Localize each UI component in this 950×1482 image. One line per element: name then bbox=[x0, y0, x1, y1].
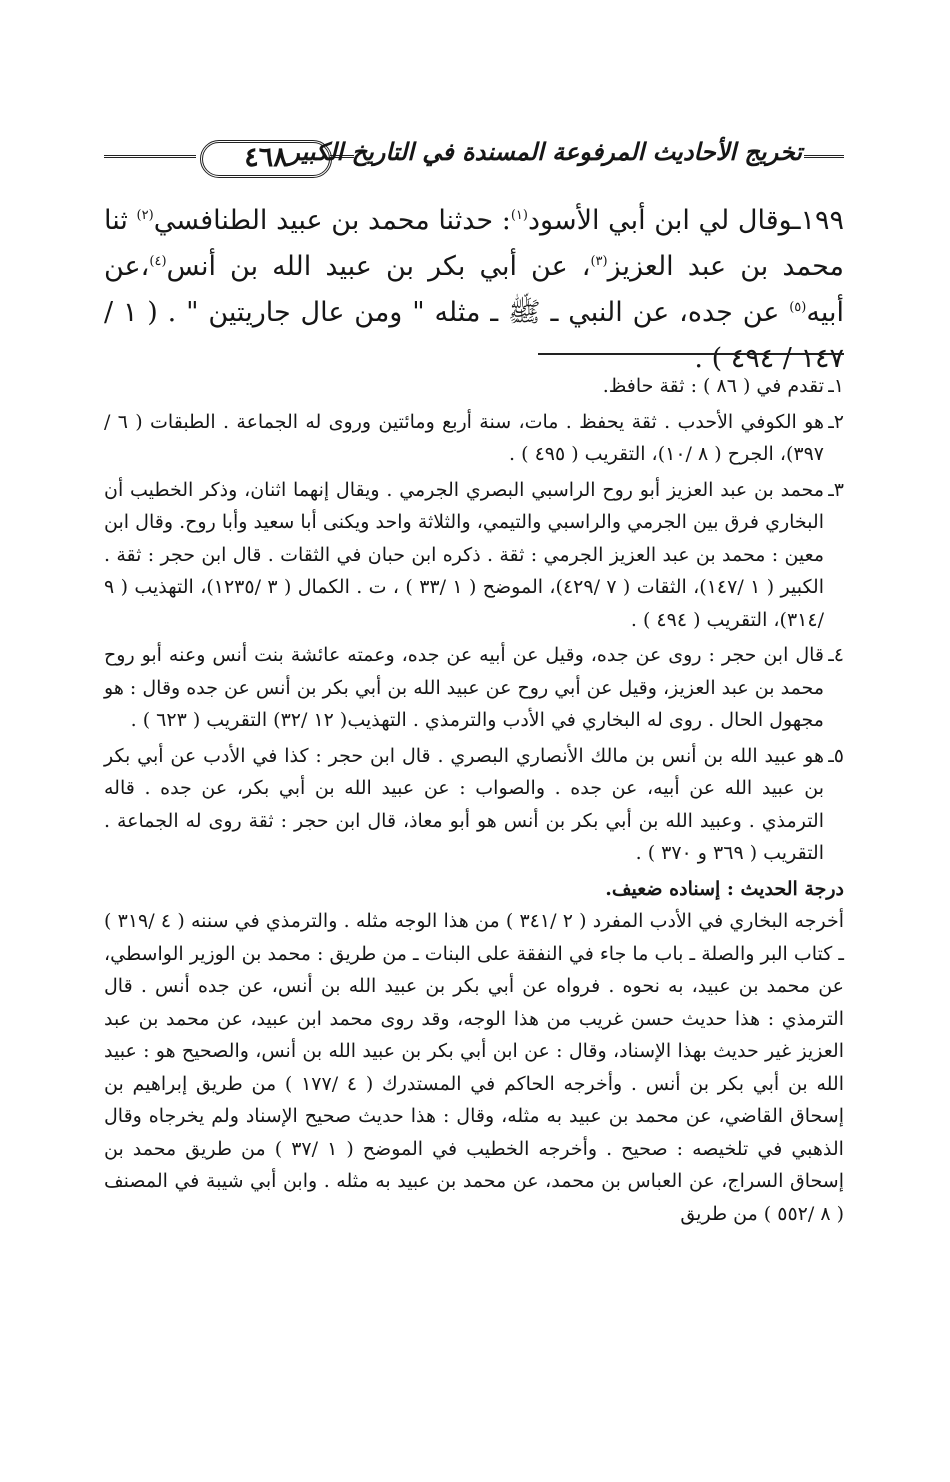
footnote-ref: (٥) bbox=[789, 300, 807, 315]
footnote-text: تقدم في ( ٨٦ ) : ثقة حافظ. bbox=[602, 375, 824, 397]
footnote-number: ٢ـ bbox=[828, 410, 844, 433]
page-header bbox=[104, 136, 844, 180]
footnote-number: ٣ـ bbox=[828, 478, 844, 501]
footnote-number: ٤ـ bbox=[828, 644, 844, 666]
footnote-separator bbox=[538, 353, 844, 355]
hadith-segment: ، عن أبي بكر بن عبيد الله بن أنس bbox=[166, 251, 591, 282]
running-title: تخريج الأحاديث المرفوعة المسندة في التاريخ الكبير bbox=[288, 137, 802, 166]
footnotes bbox=[104, 370, 844, 1230]
footnote bbox=[104, 740, 844, 870]
footnote-ref: (٤) bbox=[149, 254, 167, 269]
footnote-text: قال ابن حجر : روى عن جده، وقيل عن أبيه عن جده، وعمته عائشة بنت أنس وعنه أبو روح محمد بن عبد العزيز، وقيل عن أبي روح عن عبيد الله بن أبي بكر بن أنس عن جده وقال : هو مجهول الحال . روى له البخاري في الأدب والترمذي . التهذيب( ١٢ /٣٢) التقريب ( ٦٢٣ ) . bbox=[104, 644, 824, 731]
footnote bbox=[104, 370, 844, 403]
footnote-ref: (٢) bbox=[136, 208, 154, 223]
hadith-segment: ١٩٩ـوقال لي ابن أبي الأسود bbox=[527, 205, 844, 236]
hadith-segment: عن جده، عن النبي ـ ﷺ ـ مثله " ومن عال جاريتين " . ( ١ /١٤٧ / ٤٩٤ ) . bbox=[104, 297, 844, 374]
footnote-text: هو الكوفي الأحدب . ثقة يحفظ . مات، سنة أربع ومائتين وروى له الجماعة . الطبقات ( ٦ /٣٩٧)، الجرح ( ٨ /١٠)، التقريب ( ٤٩٥ ) . bbox=[104, 410, 824, 465]
header-rule bbox=[804, 155, 844, 158]
footnote-text: محمد بن عبد العزيز أبو روح الراسبي البصري الجرمي . ويقال إنهما اثنان، وذكر الخطيب أن البخاري فرق بين الجرمي والراسبي والتيمي، والثلاثة واحد ويكنى أبا سعيد وأبا روح. وقال ابن معين : محمد بن عبد العزيز الجرمي : ثقة . ذكره ابن حبان في الثقات . قال ابن حجر : ثقة . الكبير ( ١ /١٤٧)، الثقات ( ٧ /٤٢٩)، الموضح ( ١ /٣٣ ) ، ت . الكمال ( ٣ /١٢٣٥)، التهذيب ( ٩ /٣١٤)، التقريب ( ٤٩٤ ) . bbox=[104, 478, 824, 631]
footnote-number: ٥ـ bbox=[828, 744, 844, 767]
footnote bbox=[104, 406, 844, 471]
footnote bbox=[104, 639, 844, 737]
footnote-ref: (٣) bbox=[590, 254, 608, 269]
footnote-number: ١ـ bbox=[828, 375, 844, 397]
hadith-segment: ،عن أبيه bbox=[104, 251, 844, 328]
footnote-ref: (١) bbox=[510, 208, 528, 223]
hadith-grade: درجة الحديث : إسناده ضعيف. bbox=[605, 877, 844, 900]
hadith-segment: ثنا محمد بن عبد العزيز bbox=[104, 205, 844, 282]
header-rule bbox=[104, 155, 196, 158]
takhrij-paragraph: أخرجه البخاري في الأدب المفرد ( ٢ /٣٤١ ) من هذا الوجه مثله . والترمذي في سننه ( ٤ /٣١٩ ) ـ كتاب البر والصلة ـ باب ما جاء في النفقة على البنات ـ من طريق : محمد بن الوزير الواسطي، عن محمد بن عبيد، به نحوه . فرواه عن أبي بكر بن عبيد الله بن أنس، عن جده أنس . قال الترمذي : هذا حديث حسن غريب من هذا الوجه، وقد روى محمد ابن عبيد، عن محمد بن عبد العزيز غير حديث بهذا الإسناد، وقال : عن ابن أبي بكر بن عبيد الله بن أنس، والصحيح هو : عبيد الله بن أبي بكر بن أنس . وأخرجه الحاكم في المستدرك ( ٤ /١٧٧ ) من طريق إبراهيم بن إسحاق القاضي، عن محمد بن عبيد به مثله، وقال : هذا حديث صحيح الإسناد ولم يخرجاه وقال الذهبي في تلخيصه : صحيح . وأخرجه الخطيب في الموضح ( ١ /٣٧ ) من طريق محمد بن إسحاق السراج، عن العباس بن محمد، عن محمد بن عبيد به مثله . وابن أبي شيبة في المصنف ( ٨ /٥٥٢ ) من طريق bbox=[104, 910, 845, 1225]
hadith-segment: : حدثنا محمد بن عبيد الطنافسي bbox=[153, 205, 511, 236]
footnote-text: هو عبيد الله بن أنس بن مالك الأنصاري البصري . قال ابن حجر : كذا في الأدب عن أبي بكر بن عبيد الله عن أبيه، عن جده . والصواب : عن عبيد الله بن أبي بكر، عن جده . قاله الترمذي . وعبيد الله بن أبي بكر بن أنس هو أبو معاذ، قال ابن حجر : ثقة روى له الجماعة . التقريب ( ٣٦٩ و ٣٧٠ ) . bbox=[104, 744, 824, 864]
page-number: ٤٦٨ bbox=[200, 140, 332, 178]
footnote bbox=[104, 474, 844, 637]
